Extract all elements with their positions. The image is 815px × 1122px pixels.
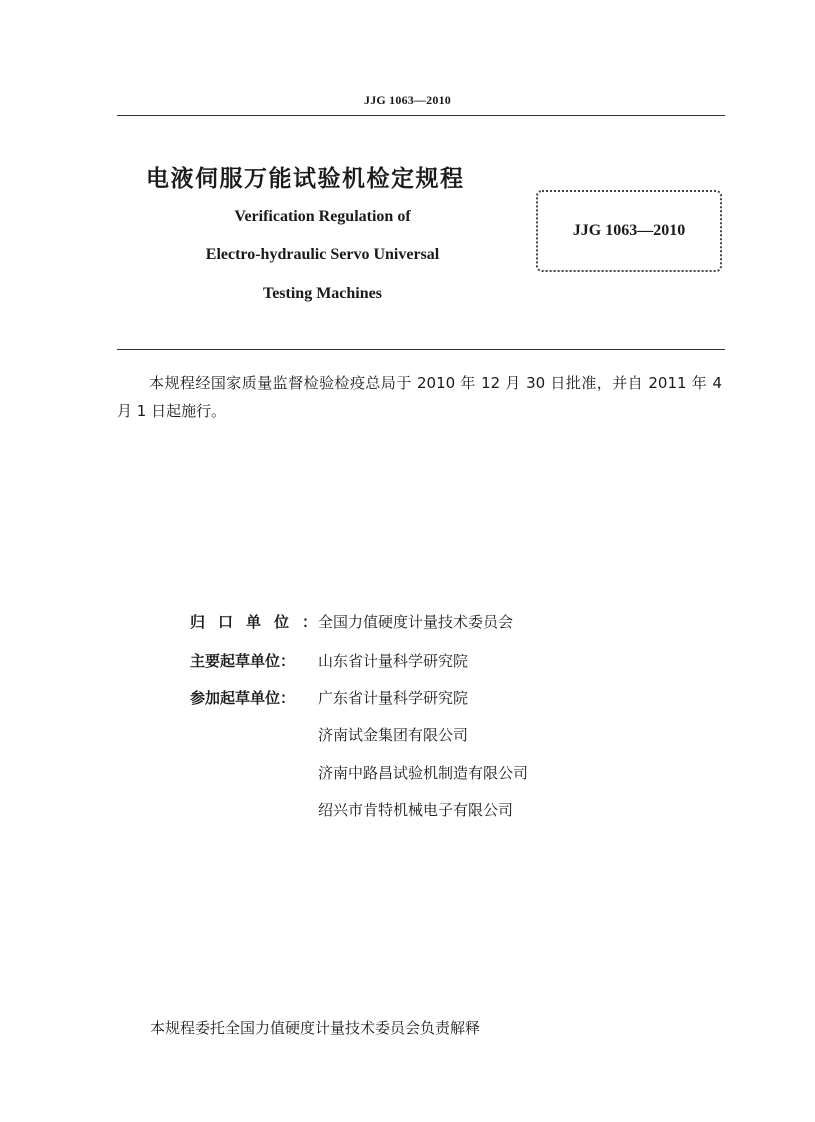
- responsible-unit-label: 归口单位：: [190, 613, 331, 631]
- participant-drafter-4: 绍兴市肯特机械电子有限公司: [318, 801, 514, 819]
- main-drafter-value: 山东省计量科学研究院: [318, 652, 469, 670]
- participant-drafter-3: 济南中路昌试验机制造有限公司: [318, 764, 529, 782]
- title-english-line-2: Electro-hydraulic Servo Universal: [205, 246, 440, 263]
- interpretation-note: 本规程委托全国力值硬度计量技术委员会负责解释: [150, 1019, 481, 1037]
- title-chinese: 电液伺服万能试验机检定规程: [146, 166, 465, 192]
- participant-drafter-2: 济南试金集团有限公司: [318, 726, 469, 744]
- title-english-line-1: Verification Regulation of: [234, 208, 411, 225]
- main-drafter-label: 主要起草单位：: [190, 652, 296, 670]
- participant-drafters-label: 参加起草单位：: [190, 689, 296, 707]
- responsible-unit-value: 全国力值硬度计量技术委员会: [318, 613, 514, 631]
- approval-statement: 本规程经国家质量监督检验检疫总局于 2010 年 12 月 30 日批准，并自 2011 年 4 月 1 日起施行。: [117, 374, 722, 420]
- section-divider: [117, 349, 725, 350]
- participant-drafter-1: 广东省计量科学研究院: [318, 689, 469, 707]
- standard-code-box: [536, 190, 722, 272]
- title-english-line-3: Testing Machines: [263, 285, 382, 302]
- standard-code-box-text: JJG 1063—2010: [572, 222, 686, 239]
- header-standard-code: JJG 1063—2010: [364, 93, 451, 107]
- header-divider: [117, 115, 725, 116]
